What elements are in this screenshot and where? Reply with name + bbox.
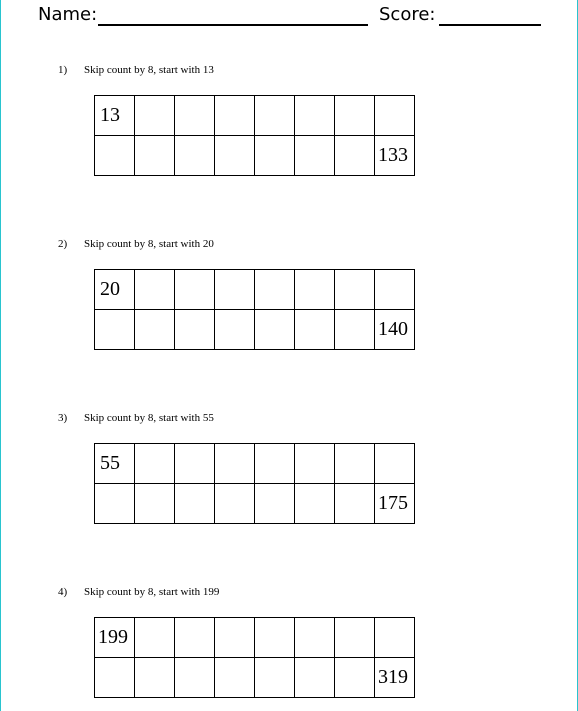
problem-4	[0, 586, 578, 711]
grid-cell-blank[interactable]	[255, 618, 295, 658]
grid-cell-blank[interactable]	[175, 484, 215, 524]
grid-row	[95, 310, 415, 350]
grid-cell-end: 175	[375, 484, 415, 524]
grid-cell-blank[interactable]	[175, 658, 215, 698]
grid-cell-blank[interactable]	[255, 270, 295, 310]
grid-cell-blank[interactable]	[335, 310, 375, 350]
grid-cell-blank[interactable]	[215, 270, 255, 310]
grid-cell-blank[interactable]	[335, 658, 375, 698]
grid-cell-start: 20	[95, 270, 135, 310]
grid-cell-blank[interactable]	[95, 310, 135, 350]
problem-1	[0, 64, 578, 224]
problem-number: 4)	[58, 586, 68, 598]
name-blank-line[interactable]	[98, 24, 368, 26]
grid-cell-blank[interactable]	[135, 618, 175, 658]
grid-cell-blank[interactable]	[335, 96, 375, 136]
grid-cell-blank[interactable]	[295, 484, 335, 524]
problem-2	[0, 238, 578, 398]
grid-cell-blank[interactable]	[255, 136, 295, 176]
answer-grid	[94, 95, 415, 176]
answer-grid	[94, 617, 415, 698]
problem-instruction: Skip count by 8, start with 199	[84, 586, 220, 598]
grid-row	[95, 96, 415, 136]
grid-cell-blank[interactable]	[255, 484, 295, 524]
answer-grid	[94, 269, 415, 350]
grid-cell-blank[interactable]	[215, 484, 255, 524]
problem-number: 2)	[58, 238, 68, 250]
grid-cell-blank[interactable]	[295, 270, 335, 310]
grid-cell-blank[interactable]	[95, 136, 135, 176]
grid-cell-blank[interactable]	[295, 310, 335, 350]
grid-cell-blank[interactable]	[255, 444, 295, 484]
grid-row	[95, 618, 415, 658]
grid-row	[95, 658, 415, 698]
grid-cell-blank[interactable]	[375, 618, 415, 658]
grid-cell-blank[interactable]	[175, 310, 215, 350]
grid-cell-blank[interactable]	[255, 310, 295, 350]
grid-cell-blank[interactable]	[335, 444, 375, 484]
grid-cell-blank[interactable]	[215, 310, 255, 350]
grid-cell-blank[interactable]	[255, 658, 295, 698]
grid-cell-end: 133	[375, 136, 415, 176]
grid-cell-blank[interactable]	[295, 444, 335, 484]
grid-cell-blank[interactable]	[335, 270, 375, 310]
grid-cell-end: 319	[375, 658, 415, 698]
grid-cell-blank[interactable]	[175, 136, 215, 176]
problem-3	[0, 412, 578, 572]
grid-cell-blank[interactable]	[335, 484, 375, 524]
grid-cell-blank[interactable]	[135, 136, 175, 176]
problem-instruction: Skip count by 8, start with 20	[84, 238, 214, 250]
grid-cell-blank[interactable]	[375, 96, 415, 136]
grid-cell-blank[interactable]	[295, 658, 335, 698]
grid-cell-blank[interactable]	[375, 444, 415, 484]
grid-cell-blank[interactable]	[95, 658, 135, 698]
grid-cell-blank[interactable]	[175, 96, 215, 136]
grid-cell-blank[interactable]	[215, 658, 255, 698]
grid-cell-blank[interactable]	[215, 96, 255, 136]
grid-cell-blank[interactable]	[135, 444, 175, 484]
problem-number: 3)	[58, 412, 68, 424]
grid-cell-blank[interactable]	[175, 270, 215, 310]
score-label: Score:	[379, 4, 436, 25]
grid-row	[95, 136, 415, 176]
grid-cell-blank[interactable]	[215, 136, 255, 176]
grid-cell-blank[interactable]	[215, 444, 255, 484]
grid-cell-blank[interactable]	[135, 658, 175, 698]
problem-instruction: Skip count by 8, start with 55	[84, 412, 214, 424]
grid-cell-blank[interactable]	[255, 96, 295, 136]
grid-cell-blank[interactable]	[175, 444, 215, 484]
grid-cell-blank[interactable]	[295, 618, 335, 658]
grid-cell-blank[interactable]	[135, 270, 175, 310]
problem-number: 1)	[58, 64, 68, 76]
grid-cell-blank[interactable]	[175, 618, 215, 658]
grid-cell-blank[interactable]	[375, 270, 415, 310]
grid-cell-start: 199	[95, 618, 135, 658]
grid-cell-blank[interactable]	[95, 484, 135, 524]
grid-row	[95, 270, 415, 310]
worksheet-header	[38, 2, 548, 28]
score-blank-line[interactable]	[439, 24, 541, 26]
grid-cell-end: 140	[375, 310, 415, 350]
grid-cell-blank[interactable]	[295, 136, 335, 176]
problem-instruction: Skip count by 8, start with 13	[84, 64, 214, 76]
grid-row	[95, 444, 415, 484]
grid-cell-blank[interactable]	[335, 618, 375, 658]
grid-cell-blank[interactable]	[295, 96, 335, 136]
grid-cell-start: 13	[95, 96, 135, 136]
grid-cell-blank[interactable]	[135, 96, 175, 136]
grid-row	[95, 484, 415, 524]
grid-cell-blank[interactable]	[215, 618, 255, 658]
grid-cell-start: 55	[95, 444, 135, 484]
grid-cell-blank[interactable]	[135, 484, 175, 524]
grid-cell-blank[interactable]	[135, 310, 175, 350]
name-label: Name:	[38, 4, 98, 25]
answer-grid	[94, 443, 415, 524]
grid-cell-blank[interactable]	[335, 136, 375, 176]
